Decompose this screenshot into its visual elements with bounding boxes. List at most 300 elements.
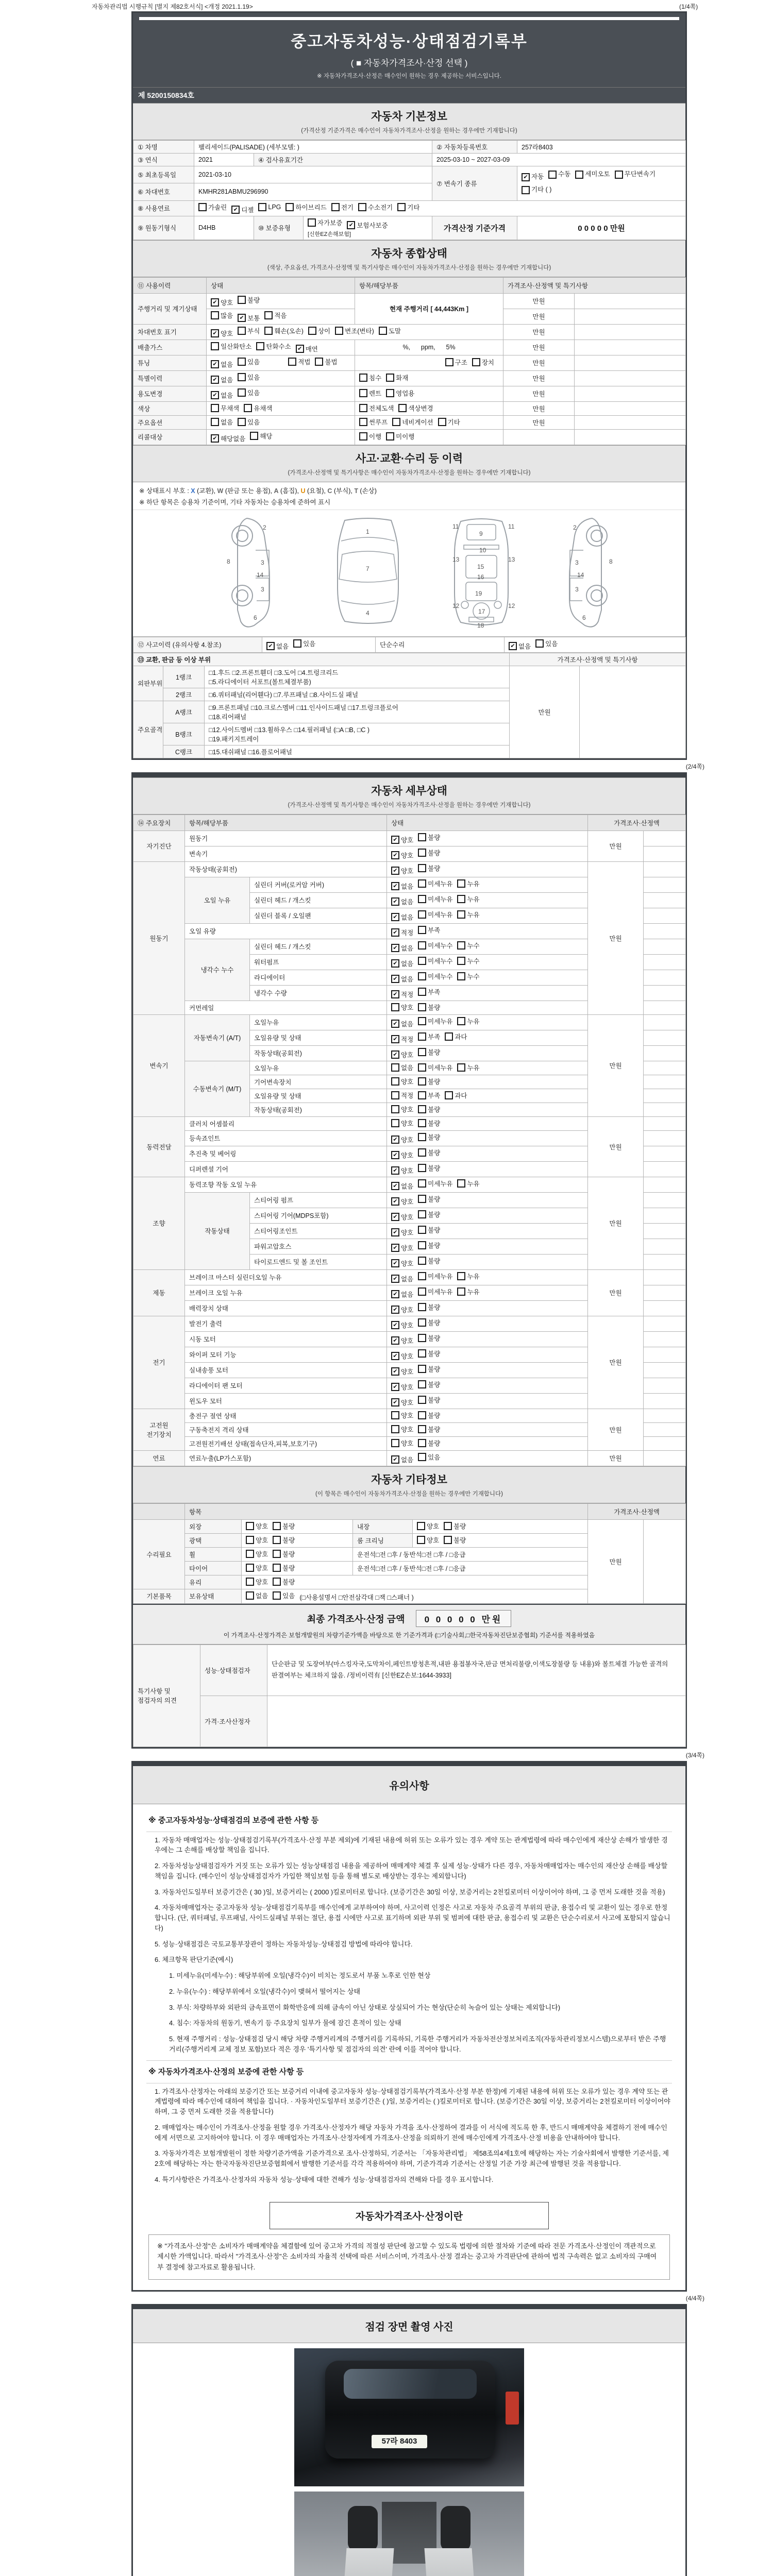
rank2-items: □6.쿼터패널(리어휀다) □7.루프패널 □8.사이드실 패널 [205, 688, 510, 701]
emission-values: %, ppm, 5% [355, 340, 503, 355]
checkbox [575, 171, 583, 179]
transmission-options [517, 166, 686, 201]
tuning-state [207, 355, 355, 370]
panel-price-cell: 만원 [510, 666, 580, 758]
other-info-table [133, 1503, 686, 1604]
final-price-note: 이 가격조사·산정가격은 보험개발원의 차량기준가액을 바탕으로 한 기준가격과 (□기술사회,□한국자동차진단보증협회) 기준서를 적용하였음 [223, 1631, 595, 1639]
checkbox [238, 296, 246, 304]
item-label: 브레이크 오일 누유 [185, 1285, 387, 1300]
checkbox-option: 이행 [359, 432, 381, 441]
col-item: 항목 [185, 1503, 588, 1519]
col-state: 상태 [387, 815, 588, 831]
rankC-items: □15.대쉬패널 □16.플로어패널 [205, 745, 510, 758]
panel-section-label: ⑬ 교환, 판금 등 이상 부위 [133, 653, 510, 666]
price-note-cell [644, 1208, 686, 1223]
checkbox-option: ✔ 없음 [391, 882, 413, 891]
checkbox [391, 1091, 399, 1099]
item-label: 변속기 [185, 846, 387, 861]
checkbox [418, 1105, 426, 1113]
checkbox: ✔ [391, 1151, 399, 1159]
checkbox: ✔ [391, 1259, 399, 1267]
checkbox-option: 가솔린 [198, 202, 227, 212]
item-state [387, 1409, 588, 1422]
item-label: 작동상태(공회전) [250, 1103, 387, 1116]
checkbox [358, 203, 366, 211]
notice-paragraph: 4. 침수: 자동차의 원동기, 변속기 등 주요장치 일부가 물에 잠긴 흔적이 있는 상태 [169, 2019, 401, 2027]
emission-label: 배출가스 [133, 340, 207, 355]
checkbox-option: 불량 [418, 1105, 440, 1114]
wheel-label: 휠 [185, 1547, 242, 1561]
checkbox-option: ✔ 없음 [391, 1181, 413, 1191]
checkbox-option: ✔ 없음 [211, 391, 233, 400]
room-cleaning-state [413, 1533, 588, 1547]
checkbox [397, 203, 406, 211]
table-row [133, 429, 686, 445]
main-option-label: 주요옵션 [133, 415, 207, 429]
checkbox [418, 1287, 426, 1296]
checkbox [418, 833, 426, 841]
checkbox-option: 누유 [457, 1272, 479, 1281]
price-note-cell [644, 1014, 686, 1030]
accident-history-state [262, 637, 376, 652]
item-label: 스티어링조인트 [250, 1223, 387, 1239]
price-note-cell [644, 861, 686, 877]
checkbox-option: 네비게이션 [392, 417, 433, 427]
price-note-cell [644, 877, 686, 892]
car-diagram-svg [141, 514, 677, 629]
checkbox [244, 404, 252, 412]
checkbox [548, 171, 557, 179]
definition-box-title: 자동차가격조사·산정이란 [270, 2202, 549, 2229]
checkbox [418, 1425, 426, 1433]
checkbox-option: ✔ 양호 [391, 1243, 413, 1252]
checkbox-option: ✔ 매연 [296, 344, 318, 353]
svg-text:1: 1 [366, 528, 369, 535]
checkbox [211, 311, 219, 319]
checkbox-option: LPG [258, 203, 281, 211]
checkbox [457, 1272, 465, 1280]
special-notes-group: 특기사항 및 점검자의 의견 [133, 1645, 200, 1747]
notice-paragraph: 3. 자동차가격은 보험개발원이 정한 차량기준가액을 기준가격으로 조사·산정하되, 기준서는 「자동차관리법」 제58조의4제1호에 해당하는 자는 기술사회에서 발행한 기준서를, 제2호에 해당하는 자는 한국자동차진단보증협회에서 발행한 기준서를 각각 적용하여야 하며, 기준가격과 기준서는 산정일 기준 가장 최근에 발행된 것을 적용합니다. [155, 2149, 669, 2167]
checkbox-option: 불량 [418, 1438, 440, 1448]
price-note-cell [644, 1161, 686, 1177]
checkbox-option: 없음 [211, 417, 233, 427]
table-row [133, 653, 686, 666]
special-history-label: 특별이력 [133, 370, 207, 386]
price-note-cell [644, 1030, 686, 1045]
device-group-label: 변속기 [133, 1014, 185, 1116]
notice-paragraph: 1. 자동차 매매업자는 성능·상태점검기록부(가격조사·산정 부분 제외)에 기재된 내용에 허위 또는 오류가 있는 경우 계약 또는 관계법령에 따라 매수인에게 재산상 손해가 발생한 경우에는 그 손해를 배상할 책임을 집니다. [155, 1836, 668, 1854]
checkbox [457, 1063, 465, 1072]
checkbox: ✔ [391, 928, 399, 937]
other-price-note [644, 1519, 686, 1603]
price-cell [503, 429, 575, 445]
checkbox-option: 미세누유 [418, 894, 452, 904]
col-state: 상태 [207, 277, 355, 293]
divider [146, 2060, 672, 2061]
checkbox-option: 양호 [246, 1563, 268, 1572]
price-note-cell [644, 1378, 686, 1393]
svg-text:15: 15 [477, 563, 484, 570]
checkbox-option: 불량 [418, 1241, 440, 1250]
checkbox-option: 불량 [444, 1535, 466, 1545]
checkbox-option: 양호 [417, 1521, 439, 1531]
svg-text:17: 17 [478, 607, 485, 615]
checkbox [418, 1453, 426, 1461]
checkbox [246, 1564, 254, 1572]
checkbox-option: 미세누수 [418, 941, 452, 950]
price-note-cell [575, 386, 686, 401]
price-note-cell [575, 340, 686, 355]
law-reference-line: 자동차관리법 시행규칙 [별지 제82호서식] <개정 2021.1.19> [92, 3, 253, 10]
checkbox-option: 불량 [418, 1118, 440, 1128]
tire-state [242, 1561, 353, 1575]
final-price-band [133, 1604, 685, 1645]
checkbox [238, 418, 246, 426]
sub-group-label: 작동상태 [185, 1192, 250, 1269]
checkbox-option: 양호 [246, 1577, 268, 1586]
checkbox [418, 1003, 426, 1011]
main-option-kind [355, 415, 503, 429]
checkbox [288, 358, 296, 366]
checkbox [238, 388, 246, 397]
notice-paragraph: 5. 성능·상태점검은 국토교통부장관이 정하는 자동차성능·상태점검 방법에 따라야 합니다. [155, 1940, 413, 1948]
item-state [387, 908, 588, 923]
checkbox-option: 렌트 [359, 388, 381, 398]
checkbox-option: 불량 [418, 1302, 440, 1312]
car-damage-diagram [133, 510, 685, 637]
checkbox-option: ✔ 양호 [391, 866, 413, 875]
inspector-opinion: 단순판금 및 도장여부(마스킹자국,도막차이,페인트방청흔적,내판 용접봉자국,판금 면처리불량,이색도장불량 등 내용)와 볼트체결 가능한 골격의 판결여부는 체크하지 않음. /정비이력有 [신한EZ손보:1644-3933] [267, 1645, 686, 1696]
checkbox: ✔ [391, 1336, 399, 1345]
checkbox [238, 327, 246, 335]
device-group-label: 자기진단 [133, 831, 185, 861]
checkbox [398, 404, 407, 412]
checkbox [444, 1536, 452, 1544]
checkbox [417, 1522, 425, 1530]
checkbox-option: 불량 [418, 1411, 440, 1420]
overall-status-title: 자동차 종합상태 [371, 247, 447, 260]
checkbox [457, 957, 465, 965]
checkbox-option: 불량 [418, 1225, 440, 1234]
checkbox-option: 누유 [457, 1016, 479, 1026]
mileage-state-2 [207, 309, 355, 324]
checkbox-option: 많음 [211, 311, 233, 320]
notice-section-1-title: ※ 중고자동차성능·상태점검의 보증에 관한 사항 등 [148, 1816, 319, 1825]
checkbox: ✔ [391, 1244, 399, 1252]
svg-text:12: 12 [452, 602, 460, 609]
rankA-items: □9.프론트패널 □10.크로스멤버 □11.인사이드패널 □17.트렁크플로어 □18.리어패널 [205, 701, 510, 723]
color-kind [355, 401, 503, 415]
checkbox [391, 1063, 399, 1072]
col-major-device: ⑭ 주요장치 [133, 815, 185, 831]
checkbox [418, 988, 426, 996]
document-subtitle: ( ■ 자동차가격조사·산정 선택 ) [350, 58, 468, 68]
checkbox-option: 누유 [457, 894, 479, 904]
color-state [207, 401, 355, 415]
item-state [387, 1130, 588, 1146]
item-label: 추진축 및 베어링 [185, 1146, 387, 1161]
inspection-label: ④ 검사유효기간 [254, 154, 432, 166]
checkbox: ✔ [391, 1228, 399, 1236]
item-state [387, 877, 588, 892]
checkbox [418, 957, 426, 965]
checkbox-option: ✔ 양호 [391, 1382, 413, 1392]
checkbox-option: 불량 [418, 1210, 440, 1219]
checkbox-option: 불량 [418, 1132, 440, 1142]
price-note-cell [644, 1239, 686, 1254]
first-reg-label: ⑤ 최초등록일 [133, 166, 194, 183]
checkbox-option: ✔ 양호 [391, 1166, 413, 1175]
checkbox-option: 누유 [457, 1287, 479, 1296]
checkbox [418, 941, 426, 950]
svg-text:7: 7 [366, 565, 369, 572]
checkbox-option: ✔ 양호 [391, 1259, 413, 1268]
document-title-header [133, 13, 685, 87]
item-label: 스티어링 펌프 [250, 1192, 387, 1208]
device-group-label: 원동기 [133, 861, 185, 1014]
checkbox-option: 누유 [457, 910, 479, 919]
notice-paragraph: 2. 매매업자는 매수인이 가격조사·산정을 원할 경우 가격조사·산정자가 해당 자동차 가격을 조사·산정하여 결과를 이 서식에 적도록 한 후, 반드시 매매계약을 체결하기 전에 매수인에게 서면으로 고지하여야 합니다. 이 경우 매매업자는 가격조사·산정자에게 가격조사·산정을 의뢰하기 전에 매수인에게 가격조사·산정 비용을 안내하여야 합니다. [155, 2123, 667, 2142]
price-cell: 만원 [588, 1269, 644, 1316]
appraiser-opinion [267, 1696, 686, 1747]
checkbox [392, 418, 400, 426]
item-state [387, 1285, 588, 1300]
price-note-cell [644, 1116, 686, 1130]
checkbox: ✔ [391, 897, 399, 906]
table-row [133, 1116, 686, 1130]
basic-items-group: 기본품목 [133, 1589, 185, 1603]
detail-status-table [133, 815, 686, 1466]
checkbox [418, 1063, 426, 1072]
item-label: 연료누출(LP가스포함) [185, 1450, 387, 1466]
checkbox-option: 탄화수소 [256, 342, 291, 351]
checkbox-option: 과다 [445, 1091, 467, 1100]
checkbox [386, 374, 394, 382]
notice-paragraph: 4. 특기사항란은 가격조사·산정자의 자동차 성능·상태에 대한 견해가 성능·상태점검자의 견해와 다를 경우 표시합니다. [155, 2175, 494, 2183]
checkbox [457, 941, 465, 950]
checkbox [391, 1119, 399, 1127]
price-note-cell [644, 939, 686, 954]
overall-status-table [133, 277, 686, 445]
item-label: 라디에이터 [250, 970, 387, 985]
accident-history-header [133, 445, 685, 482]
device-group-label: 조향 [133, 1177, 185, 1269]
car-rear-window [344, 2369, 477, 2399]
checkbox-option: ✔ 양호 [391, 1351, 413, 1361]
price-cell: 만원 [588, 1316, 644, 1409]
checkbox-option: 전체도색 [359, 403, 394, 413]
checkbox [418, 1257, 426, 1265]
checkbox [418, 972, 426, 980]
item-state [387, 1378, 588, 1393]
checkbox [418, 1048, 426, 1056]
checkbox: ✔ [391, 1275, 399, 1283]
item-state [387, 939, 588, 954]
checkbox [457, 972, 465, 980]
status-symbol: T [354, 487, 358, 495]
price-note-cell [644, 1130, 686, 1146]
checkbox-option: 영업용 [386, 388, 414, 398]
warranty-options [304, 216, 432, 240]
price-note-cell [644, 1254, 686, 1269]
notice-section-1 [133, 1804, 685, 2195]
checkbox-option: 있음 [293, 639, 315, 648]
checkbox: ✔ [391, 1020, 399, 1028]
checkbox [273, 1536, 281, 1544]
svg-text:11: 11 [452, 522, 459, 530]
checkbox [418, 1439, 426, 1447]
checkbox-option: 양호 [391, 1003, 413, 1012]
item-state [387, 1161, 588, 1177]
rankB-label: B랭크 [163, 723, 205, 745]
checkbox-option: 색상변경 [398, 403, 433, 413]
item-state [387, 1075, 588, 1089]
table-row [133, 666, 686, 688]
usage-change-kind [355, 386, 503, 401]
other-info-title: 자동차 기타정보 [371, 1473, 447, 1486]
accident-history-subtitle: (가격조사·산정액 및 특기사항은 매수인이 자동차가격조사·산정을 원하는 경우에만 기재합니다) [288, 469, 531, 476]
checkbox-option: 전기 [331, 202, 354, 212]
checkbox-option: 미세누수 [418, 956, 452, 965]
sub-group-label: 자동변속기 (A/T) [185, 1014, 250, 1061]
checkbox-option: 부식 [238, 326, 260, 335]
vin-value: KMHR281ABMU296990 [194, 183, 432, 200]
checkbox [457, 910, 465, 919]
checkbox [418, 1349, 426, 1358]
item-label: 오일누유 [250, 1014, 387, 1030]
checkbox-option: 부족 [418, 987, 440, 996]
price-note-cell [644, 846, 686, 861]
checkbox [238, 373, 246, 381]
holding-items: (□사용설명서 □안전삼각대 □잭 □스패너 ) [299, 1594, 414, 1601]
item-state [387, 892, 588, 908]
svg-text:4: 4 [366, 609, 369, 617]
basic-info-table [133, 140, 686, 240]
price-cell: 만원 [503, 401, 575, 415]
polish-state [242, 1533, 353, 1547]
checkbox-option: 장치 [472, 358, 494, 367]
wheel-shape [348, 2506, 378, 2551]
checkbox-option: 상이 [308, 326, 330, 335]
item-label: 스티어링 기어(MDPS포함) [250, 1208, 387, 1223]
item-state [387, 1192, 588, 1208]
checkbox-option: 무단변속기 [615, 168, 656, 181]
checkbox-option: ✔ 없음 [391, 1019, 413, 1028]
checkbox-option: 불량 [273, 1563, 295, 1572]
price-note-cell [644, 1192, 686, 1208]
checkbox-option: 불량 [418, 1003, 440, 1012]
table-row [133, 355, 686, 370]
svg-text:11: 11 [508, 522, 515, 530]
checkbox-option: 양호 [391, 1118, 413, 1128]
checkbox-option: 불법 [315, 357, 337, 366]
item-label: 오일유량 및 상태 [250, 1030, 387, 1045]
checkbox: ✔ [266, 642, 275, 650]
price-cell: 만원 [588, 1116, 644, 1177]
checkbox-option: 불량 [273, 1549, 295, 1558]
checkbox-option: 불량 [418, 1077, 440, 1086]
item-state [387, 1269, 588, 1285]
rankB-items: □12.사이드멤버 □13.휠하우스 □14.필러패널 (□A □B, □C ) □19.패키지트레이 [205, 723, 510, 745]
item-state [387, 846, 588, 861]
checkbox: ✔ [391, 1035, 399, 1043]
checkbox [444, 1522, 452, 1530]
checkbox-option: ✔ 없음 [391, 912, 413, 922]
checkbox-option: 침수 [359, 373, 381, 382]
checkbox-option: ✔ 양호 [391, 1135, 413, 1144]
checkbox [391, 1003, 399, 1011]
checkbox-option: ✔ 자동 [522, 171, 544, 183]
table-row [133, 1269, 686, 1285]
notice-paragraph: 3. 부식: 차량하부와 외판의 금속표면이 화학반응에 의해 금속이 아닌 상태로 상실되어 가는 현상(단순히 녹슬어 있는 상태는 제외합니다) [169, 2003, 561, 2011]
section-box-4 [131, 2304, 687, 2576]
checkbox [391, 1425, 399, 1433]
checkbox: ✔ [391, 1136, 399, 1144]
item-state [387, 985, 588, 1001]
item-state [387, 1450, 588, 1466]
table-row [133, 831, 686, 846]
svg-text:3: 3 [261, 585, 264, 593]
checkbox: ✔ [391, 882, 399, 890]
checkbox: ✔ [296, 345, 304, 353]
item-state [387, 1146, 588, 1161]
checkbox-option: ✔ 양호 [391, 1150, 413, 1160]
checkbox [256, 342, 264, 350]
panel-price-header: 가격조사·산정액 및 특기사항 [510, 653, 686, 666]
rankA-label: A랭크 [163, 701, 205, 723]
checkbox [417, 1536, 425, 1544]
checkbox-option: ✔ 양호 [211, 298, 233, 307]
checkbox-option: 있음 [238, 388, 260, 397]
price-cell: 만원 [588, 861, 644, 1014]
checkbox: ✔ [347, 221, 355, 229]
item-state [387, 970, 588, 985]
checkbox-option: 있음 [238, 417, 260, 427]
checkbox: ✔ [391, 1050, 399, 1059]
checkbox-option: 기타 [397, 202, 419, 212]
checkbox-option: ✔ 없음 [211, 360, 233, 369]
checkbox-option: 있음 [535, 639, 558, 648]
glass-state [242, 1575, 588, 1589]
checkbox-option: 불량 [273, 1577, 295, 1586]
checkbox [418, 849, 426, 857]
checkbox-option: ✔ 양호 [391, 1398, 413, 1407]
checkbox-option: 일산화탄소 [211, 342, 251, 351]
item-label: 디퍼렌셜 기어 [185, 1161, 387, 1177]
item-label: 기어변속장치 [250, 1075, 387, 1089]
license-plate: 57라 8403 [372, 2435, 427, 2448]
checkbox [273, 1550, 281, 1558]
checkbox-option: 썬루프 [359, 417, 388, 427]
checkbox-option: 있음 [418, 1452, 440, 1462]
table-row [133, 141, 686, 154]
checkbox-option: 불량 [418, 1194, 440, 1204]
item-state [387, 1422, 588, 1436]
checkbox-option: 양호 [391, 1105, 413, 1114]
item-label: 실린더 헤드 / 개스킷 [250, 892, 387, 908]
table-row [133, 340, 686, 355]
wheel-state [242, 1547, 353, 1561]
checkbox-option: ✔ 양호 [391, 835, 413, 844]
item-state [387, 1223, 588, 1239]
checkbox [615, 171, 623, 179]
item-label: 실린더 블록 / 오일팬 [250, 908, 387, 923]
col-item: 항목/해당부품 [355, 277, 503, 293]
checkbox: ✔ [391, 1367, 399, 1376]
checkbox: ✔ [391, 1213, 399, 1221]
checkbox: ✔ [211, 391, 219, 399]
